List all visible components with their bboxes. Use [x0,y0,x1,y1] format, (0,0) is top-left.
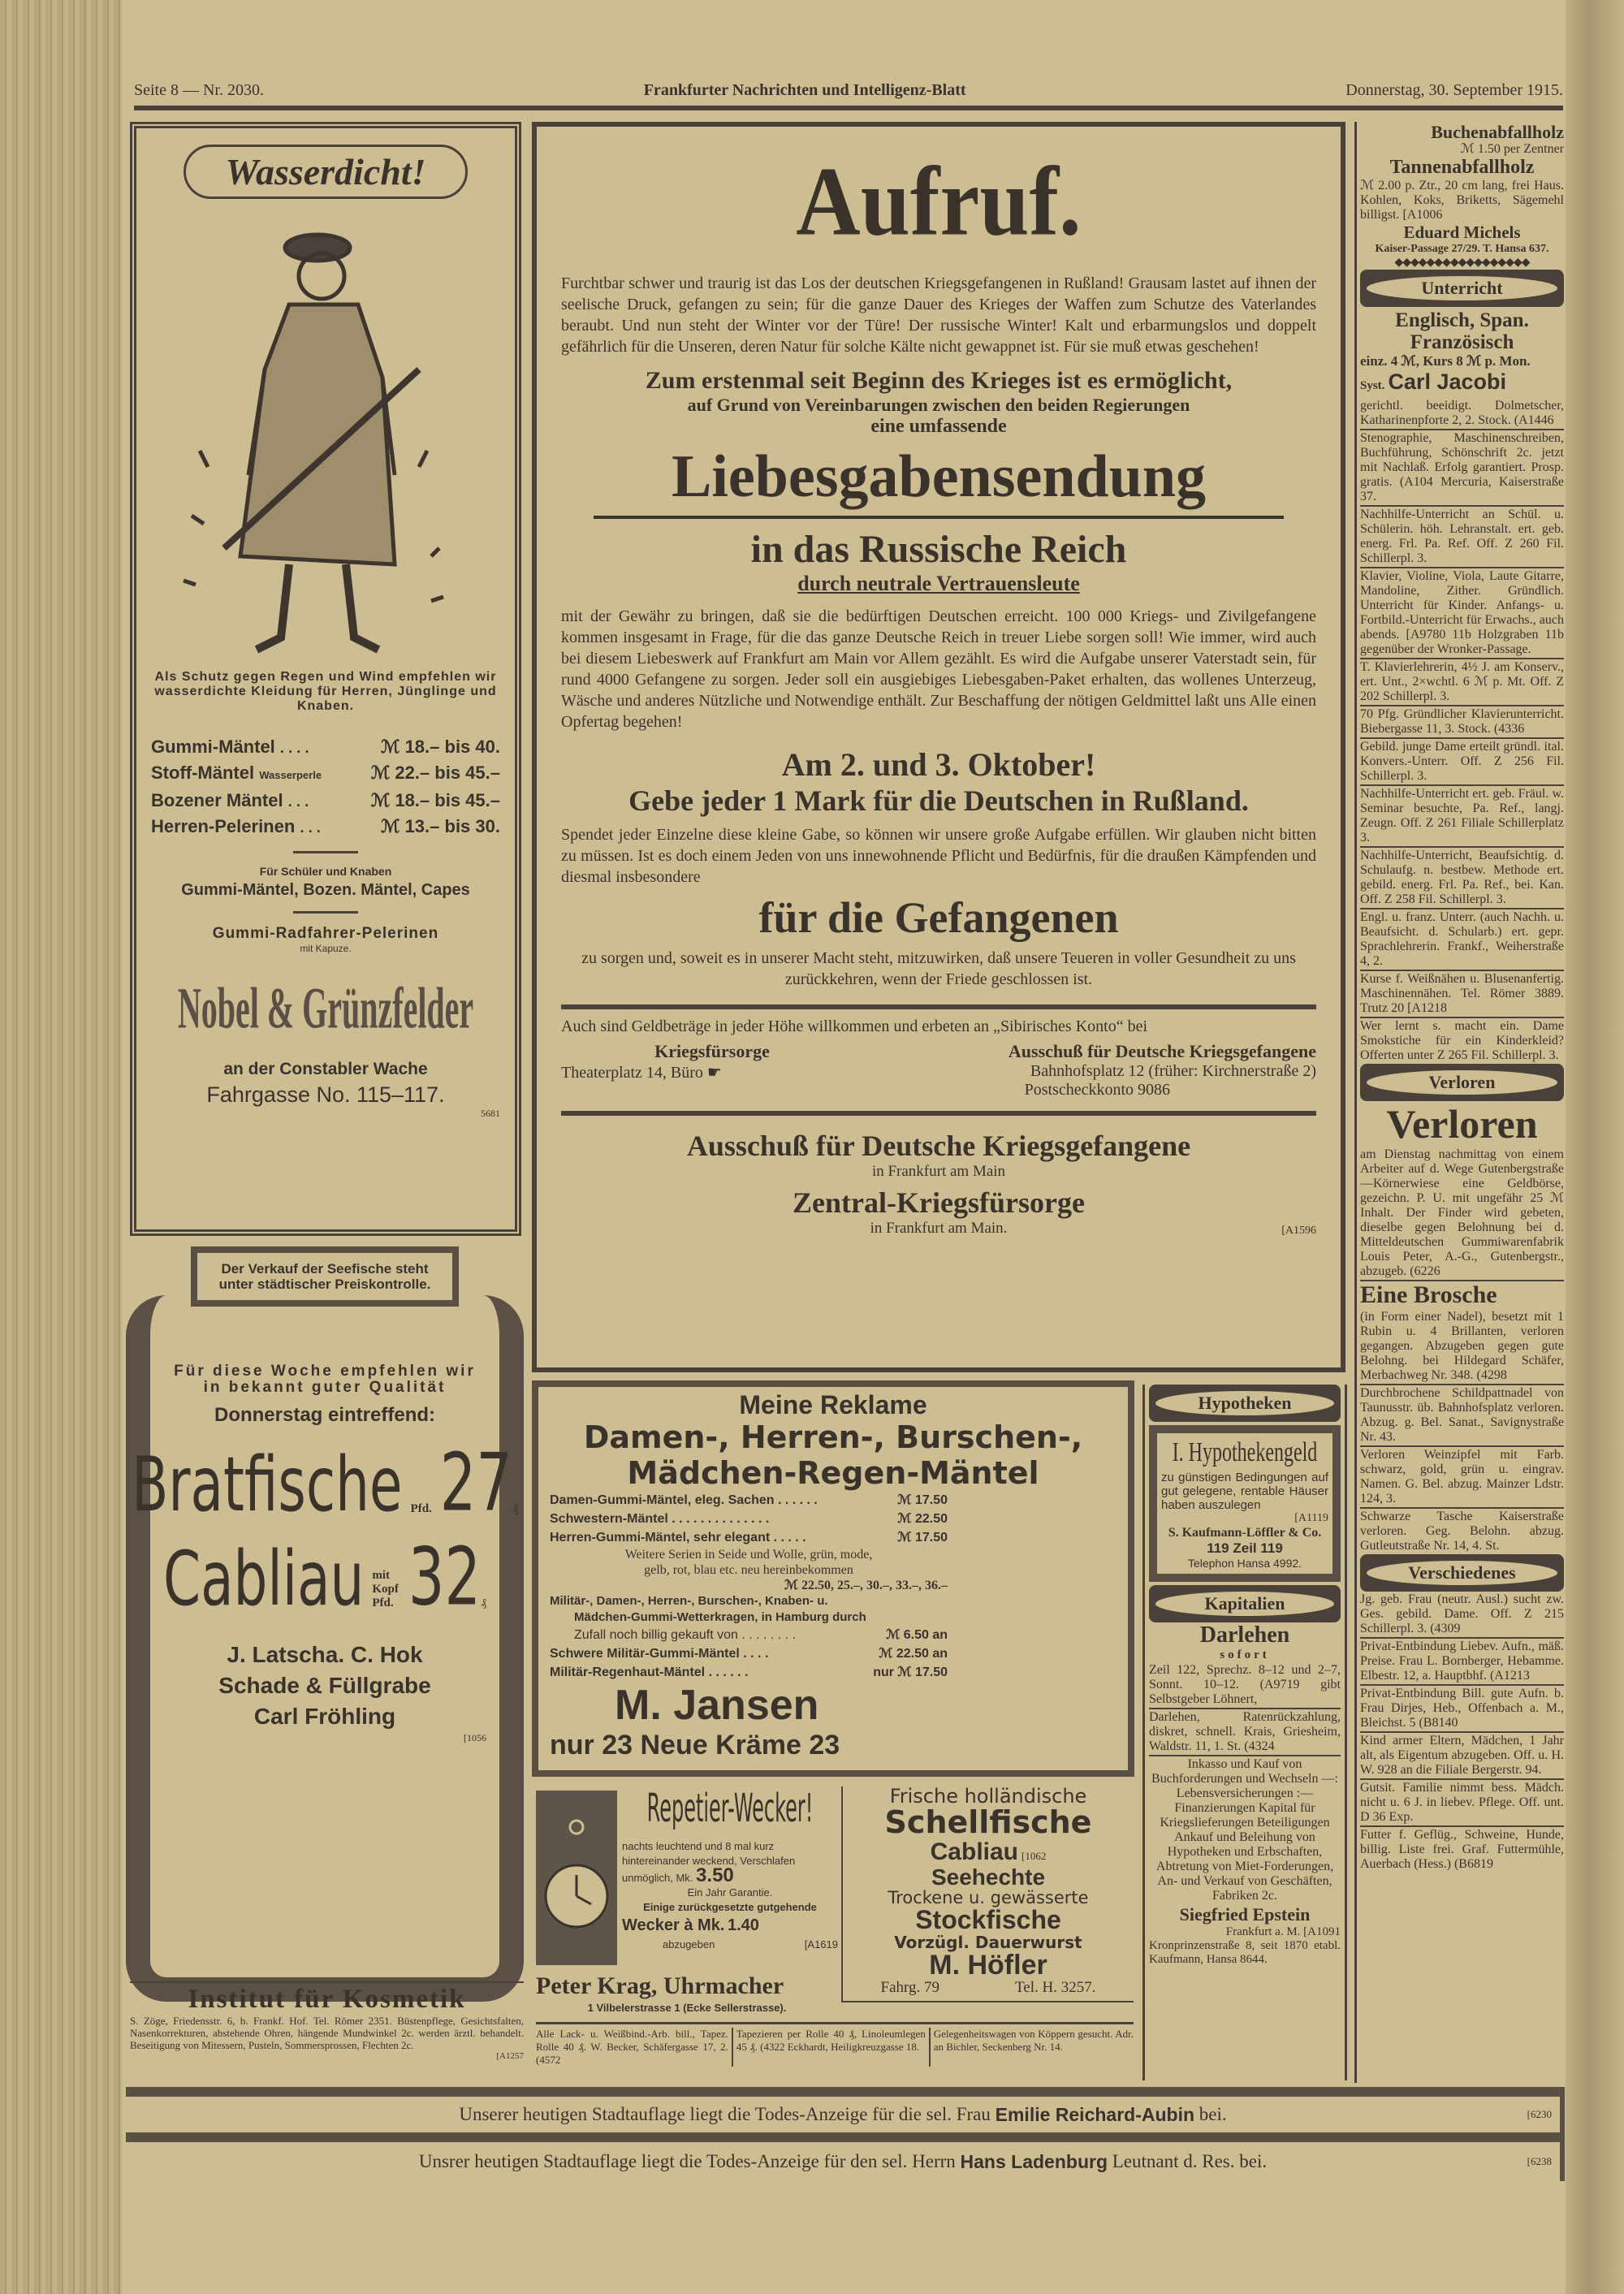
headline-3: eine umfassende [870,416,1007,437]
divider [293,911,358,914]
price-row: Bozener Mäntel . . . ℳ 18.– bis 45.– [151,790,500,810]
price-row: Herren-Pelerinen . . . ℳ 13.– bis 30. [151,816,500,836]
death-notice-banner: Unserer heutigen Stadtauflage liegt die Todes-Anzeige für die sel. Frau Emilie Reichard-Aubin bei. [6230 [126,2087,1565,2132]
small-ad: Gelegenheitswagen von Köppern gesucht. Adr. an Bichler, Seckenberg Nr. 14. [933,2028,1134,2053]
jansen-name: M. Jansen [615,1682,819,1729]
jansen-price-list: Damen-Gummi-Mäntel, eleg. Sachen . . . . . . ℳ 17.50 Schwestern-Mäntel . . . . . . . . . . . . . . ℳ 22.50 Herren-Gummi-Mäntel, sehr elegant . . . . . ℳ 17.50 Weitere Serien in Seide und Wolle, grün, mode, gelb, rot, blau etc. neu hereinbekommen ℳ 22.50, 25.–, 30.–, 33.–, 36.– Militär-, Damen-, Herren-, Burschen-, Knaben- u. Mädchen-Gummi-Wetterkragen, in Hamburg durch Zufall noch billig gekauft von . . . . . . . . ℳ 6.50 an Schwere Militär-Gummi-Mäntel . . . . ℳ 22.50 an Militär-Regenhaut-Mäntel . . . . . . nur ℳ 17.50 [550,1491,948,1682]
donation-text: Auch sind Geldbeträge in jeder Höhe willkommen und erbeten an „Sibirisches Konto“ bei [561,1017,1148,1035]
aufruf-box: Aufruf. Furchtbar schwer und traurig ist das Los der deutschen Kriegsgefangenen in Rußland! Grausam lastet auf ihnen der seelische Druck, gefangen zu sein; für die ganze Dauer des Krieges der Waffen zum Schutze des Vaterlandes beraubt. Und nun steht der Winter vor der Türe! Der russische Winter! Kalt und erbarmungslos und doppelt gefährlich für die Unseren, deren Natur für solche Kälte nicht gewappnet ist. Für sie muß etwas geschehen! Zum erstenmal seit Beginn des Krieges ist es ermöglicht, auf Grund von Vereinbarungen zwischen den beiden Regierungen eine umfassende Liebesgabensendung in das Russische Reich durch neutrale Vertrauensleute mit der Gewähr zu bringen, daß sie die bedürftigen Deutschen erreicht. 100 000 Kriegs- und Zivilgefangene kommen insgesamt in Frage, für die das ganze Deutsche Reich in treuer Liebe sorgen soll! Wie immer, wird auch bei diesem Liebeswerk auf Frankfurt am Main vor Allem gezählt. Es wird die Aufgabe unserer Vaterstadt sein, für rund 4000 Gefangene zu sorgen. Jeder soll ein ausgiebiges Liebesgaben-Paket erhalten, das wollenes Unterzeug, Wäsche und anderes Nützliche und Notwendige enthält. Zur Beschaffung der nötigen Geldmittel laßt uns Alle einen Opfertag begehen! Am 2. und 3. Oktober! Gebe jeder 1 Mark für die Deutschen in Rußland. Spendet jeder Einzelne diese kleine Gabe, so können wir unsere große Aufgabe erfüllen. Wir glauben nicht bitten zu müssen. Ist es doch einem Jeden von uns innewohnende Pflicht und Bedürfnis, für die draußen Kämpfenden und diesmal insbesondere für die Gefangenen zu sorgen und, soweit es in unserer Macht steht, mitzuwirken, daß unsere Teueren in voller Gesundheit zu uns zurückkehren, wenn der Friede geschlossen ist. Auch sind Geldbeträge in jeder Höhe willkommen und erbeten an „Sibirisches Konto“ bei Kriegsfürsorge Theaterplatz 14, Büro ☛ Ausschuß für Deutsche Kriegsgefangene Bahnhofsplatz 12 (früher: Kirchnerstraße 2) Postscheckkonto 9086 Ausschuß für Deutsche Kriegsgefangene in Frankfurt am Main Zentral-Kriegsfürsorge in Frankfurt am Main. [A1596 [532,122,1345,1372]
section-header-verschiedenes: Verschiedenes [1360,1554,1564,1592]
price-row: Militär-Regenhaut-Mäntel . . . . . . nur ℳ 17.50 [550,1665,948,1679]
date-headline: Am 2. und 3. Oktober! [781,746,1096,783]
small-ad: Tapezieren per Rolle 40 ₰, Linoleumlegen 45 ₰. (4322 Eckhardt, Heiligkreuzgasse 18. [733,2028,931,2067]
ausschuss-account: Ausschuß für Deutsche Kriegsgefangene Bahnhofsplatz 12 (früher: Kirchnerstraße 2) Postscheckkonto 9086 [1008,1041,1316,1099]
headline-5: durch neutrale Vertrauensleute [797,572,1080,595]
ad-code: 5681 [481,1108,500,1119]
divider [561,1004,1316,1009]
donation-accounts [561,1041,1316,1099]
newspaper-title: Frankfurter Nachrichten und Intelligenz-Blatt [643,81,966,99]
page-edge-right [1566,0,1624,2294]
rad-note: mit Kapuze. [300,943,352,954]
sellers: J. Latscha. C. Hok Schade & Füllgrabe Carl Fröhling [218,1642,431,1729]
aufruf-paragraph-4: zu sorgen und, soweit es in unserer Macht steht, mitzuwirken, daß unsere Teueren in voller Gesundheit zu uns zurückkehren, wenn der Friede geschlossen ist. [581,949,1296,988]
cabliau-row: Cabliau mit Kopf Pfd. 32 ₰ [163,1530,486,1624]
page-number: Seite 8 — Nr. 2030. [134,81,264,99]
section-header-hypotheken: Hypotheken [1149,1385,1341,1422]
bratfische-row: Bratfische Pfd. 27 ₰ [132,1436,518,1530]
section-header-kapitalien: Kapitalien [1149,1585,1341,1622]
raincoat-man-illustration [151,207,508,662]
page-header [134,81,1563,110]
gefangenen-headline: für die Gefangenen [758,893,1119,942]
kriegsfuersorge-account: Kriegsfürsorge Theaterplatz 14, Büro ☛ [561,1041,770,1082]
firm-name: Nobel & Grünzfelder [177,974,474,1041]
price-control-notice: Der Verkauf der Seefische steht unter städtischer Preiskontrolle. [191,1246,459,1307]
price-list [151,734,500,840]
classified-gutsit-familie: Gutsit. Familie nimmt bess. Mädch. nicht u. 6 J. in liebev. Pflege. Off. unt. D 36 Exp. [1360,1780,1564,1827]
price-row: Stoff-Mäntel Wasserperle ℳ 22.– bis 45.– [151,763,500,783]
give-headline: Gebe jeder 1 Mark für die Deutschen in Rußland. [628,784,1249,817]
schueler-label: Für Schüler und Knaben [259,865,392,878]
pocket-watch-illustration [536,1791,617,1965]
price-row: Schwestern-Mäntel . . . . . . . . . . . . . . ℳ 22.50 [550,1512,948,1526]
hypothekengeld-ad: I. Hypothekengeld zu günstigen Bedingungen auf gut gelegene, rentable Häuser haben auszulegen [A1119 S. Kaufmann-Löffler & Co. 119 Zeil 119 Telephon Hansa 4992. [1149,1425,1341,1582]
ad-code: [A1257 [496,2051,524,2061]
section-header-unterricht: Unterricht [1360,270,1564,307]
price-row: Gummi-Mäntel . . . . ℳ 18.– bis 40. [151,737,500,757]
classifieds-column: Buchenabfallholz ℳ 1.50 per Zentner Tannenabfallholz ℳ 2.00 p. Ztr., 20 cm lang, frei Haus. Kohlen, Koks, Briketts, Sägemehl billigst. [A1006 Eduard Michels Kaiser-Passage 27/29. T. Hansa 637. ◆◆◆◆◆◆◆◆◆◆◆◆◆◆◆◆◆ Unterricht Englisch, Span. Französisch einz. 4 ℳ, Kurs 8 ℳ p. Mon. Syst. Carl Jacobi gerichtl. beeidigt. Dolmetscher, Katharinenpforte 2, 2. Stock. (A1446 Stenographie, Maschinenschreiben, Buchführung, Schönschrift 2c. jetzt mit Nachlaß. Erfolg garantiert. Prosp. gratis. (A104 Mercuria, Kaiserstraße 37. Nachhilfe-Unterricht an Schül. u. Schülerin. höh. Lehranstalt. ert. geb. energ. Frl. Pa. Ref. Off. Z 260 Fil. Schillerpl. 3. Klavier, Violine, Viola, Laute Gitarre, Mandoline, Zither. Gründlich. Unterricht für Kinder. Anfangs- u. Fortbild.-Unterricht für Erwachs., auch abends. [A9780 11b Holzgraben 11b gegenüber der Wronker-Passage. T. Klavierlehrerin, 4½ J. am Konserv., ert. Unt., 2×wchtl. 6 ℳ p. Mt. Off. Z 202 Schillerpl. 3. 70 Pfg. Gründlicher Klavierunterricht. Biebergasse 11, 3. Stock. (4336 Gebild. junge Dame erteilt gründl. ital. Konvers.-Unterr. Off. Z 256 Fil. Schillerpl. 3. Nachhilfe-Unterricht ert. geb. Fräul. w. Seminar besuchte, Pa. Ref., langj. Zeugn. Off. Z 261 Filiale Schillerplatz 3. Nachhilfe-Unterricht, Beaufsichtig. d. Schulaufg. n. bestbew. Methode ert. gebild. energ. Frl. Pa. Ref., bei. Kan. Off. Z 258 Fil. Schillerpl. 3. Engl. u. franz. Unterr. (auch Nachh. u. Beaufsicht. d. Schularb.) ert. gepr. Sprachlehrerin. Frankf., Weiherstraße 4, 2. Kurse f. Weißnähen u. Blusenanfertig. Maschinennähen. Tel. Römer 3889. Trutz 20 [A1218 Wer lernt s. macht ein. Dame Smokstiche für ein Kinderkleid? Offerten unter Z 265 Fil. Schillerpl. 3. Verloren Verloren am Dienstag nachmittag von einem Arbeiter auf d. Wege Gutenbergstraße—Körnerwiese eine Geldbörse, gezeichn. P. U. mit ungefähr 25 ℳ Inhalt. Der Finder wird gebeten, dieselbe gegen Belohnung bei d. Mitteldeutschen Gummiwarenfabrik Louis Peter, A.-G., Gutenbergstr., abzugeb. (6226 Eine Brosche (in Form einer Nadel), besetzt mit 1 Rubin u. 4 Brillanten, verloren gegangen. Abzugeben gegen gute Belohng. bei Hildegard Schäfer, Merbachweg Nr. 348. (4298 Durchbrochene Schildpattnadel von Taunusstr. üb. Bahnhofsplatz verloren. Abzug. g. Bel. Sanat., Savignystraße Nr. 43. Verloren Weinzipfel mit Farb. schwarz, gold, grün u. eingrav. Namen. G. Bel. abzug. Mainzer Ldstr. 124, 3. Schwarze Tasche Kaiserstraße verloren. Geg. Belohn. abzug. Gutleutstraße Nr. 14, 4. St. Verschiedenes Jg. geb. Frau (neutr. Ausl.) sucht zw. Ges. gebild. Dame. Off. Z 215 Schillerpl. 3. (4309 Privat-Entbindung Liebev. Aufn., mäß. Preise. Frau L. Bornberger, Hebamme. Elbestr. 12, a. Hauptbhf. (A1213 Privat-Entbindung Bill. gute Aufn. b. Frau Dirjes, Heb., Offenbach a. M., Bleichst. 5 (B8140 Kind armer Eltern, Mädchen, 1 Jahr alt, als Eigentum abzugeben. Off. u. H. W. 928 an die Filiale Bergerstr. 94. Gutsit. Familie nimmt bess. Mädch. nicht u. 6 J. in liebev. Pflege. Off. unt. D 36 Exp. Futter f. Geflüg., Schweine, Hunde, billig. Liste frei. Graf. Futtermühle, Auerbach (Hess.) (B6819 [1354,122,1564,2083]
classified-futter: Futter f. Geflüg., Schweine, Hunde, billig. Liste frei. Graf. Futtermühle, Auerbach (Hess.) (B6819 [1360,1828,1564,1871]
jansen-address: nur 23 Neue Kräme 23 [550,1730,840,1760]
arrival-text: Donnerstag eintreffend: [214,1404,435,1426]
rad-pelerinen: Gummi-Radfahrer-Pelerinen [212,925,439,942]
aufruf-title: Aufruf. [796,146,1082,257]
kosmetik-ad [130,1981,524,2061]
headline-2: auf Grund von Vereinbarungen zwischen den beiden Regierungen [687,395,1190,415]
schellfische-ad: Frische holländische Schellfische Cabliau [1062 Seehechte Trockene u. gewässerte Stockfische Vorzügl. Dauerwurst M. Höfler Fahrg. 79 Tel. H. 3257. [841,1786,1134,2002]
ad-code: [1056 [464,1732,486,1743]
liebesgabensendung-headline: Liebesgabensendung [594,438,1284,519]
headline-4: in das Russische Reich [750,528,1127,571]
kosmetik-title: Institut für Kosmetik [188,1985,466,2014]
ad-code: [A1596 [1281,1225,1316,1237]
schueler-items: Gummi-Mäntel, Bozen. Mäntel, Capes [181,881,470,899]
intro-text: Als Schutz gegen Regen und Wind empfehlen wir wasserdichte Kleidung für Herren, Jünglinge und Knaben. [154,670,497,713]
headline-1: Zum erstenmal seit Beginn des Krieges ist es ermöglicht, [645,367,1233,394]
firm-address-2: Fahrgasse No. 115–117. [206,1082,445,1107]
epstein-address: Kronprinzenstraße 8, seit 1870 etabl. Kaufmann, Hansa 8644. [1149,1939,1341,1966]
hypotheken-column: Hypotheken I. Hypothekengeld zu günstigen Bedingungen auf gut gelegene, rentable Häuser haben auszulegen [A1119 S. Kaufmann-Löffler & Co. 119 Zeil 119 Telephon Hansa 4992. Kapitalien Darlehen sofort Zeil 122, Sprechz. 8–12 und 2–7, Sonnt. 10–12. (A9719 gibt Selbstgeber Löhnert, Darlehen, Ratenrückzahlung, diskret, schnell. Krais, Griesheim, Waldstr. 11, 1. St. (4324 Inkasso und Kauf von Buchforderungen und Wechseln —: Lebensversicherungen :— Finanzierungen Kapital für Kriegslieferungen Beteiligungen Ankauf und Beleihung von Hypotheken und Erbschaften, Abtretung von Miet-Forderungen, An- und Verkauf von Geschäften, Fabriken 2c. Siegfried Epstein Frankfurt a. M. [A1091 Kronprinzenstraße 8, seit 1870 etabl. Kaufmann, Hansa 8644. [1142,1385,1347,2080]
divider [293,851,358,853]
signature-ausschuss: Ausschuß für Deutsche Kriegsgefangene [686,1130,1191,1162]
seefische-ad [126,1261,524,2002]
aufruf-paragraph-3: Spendet jeder Einzelne diese kleine Gabe, so können wir unsere große Aufgabe erfüllen. Wir glauben nicht bitten zu müssen. Ist es doch einem Jeden von uns innewohnende Pflicht und Bedürfnis, für die draußen Kämpfenden und diesmal insbesondere [561,826,1316,886]
kosmetik-text: S. Zöge, Friedensstr. 6, b. Frankf. Hof. Tel. Römer 2351. Büstenpflege, Gesichtsfalten, Nasenkorrekturen, abstehende Ohren, hängende Mundwinkel 2c. werden ärztl. behandelt. Beseitigung von Mitessern, Pusteln, Sommersprossen, Flechten 2c. [130,2015,524,2051]
small-ad: Alle Lack- u. Weißbind.-Arb. bill., Tapez. Rolle 40 ₰. W. Becker, Schäfergasse 17, 2. (4572 [536,2028,733,2067]
wasserdicht-ad [130,122,521,1236]
issue-date: Donnerstag, 30. September 1915. [1345,81,1563,99]
ornament-divider: ◆◆◆◆◆◆◆◆◆◆◆◆◆◆◆◆◆ [1394,257,1530,269]
wecker-ad: Repetier-Wecker! nachts leuchtend und 8 mal kurz hintereinander weckend, Verschlafen unmöglich, Mk. 3.50 Ein Jahr Garantie. Einige zurückgesetzte gutgehende Wecker à Mk. 1.40 abzugeben [A1619 Peter Krag, Uhrmacher 1 Vilbelerstrasse 1 (Ecke Sellerstrasse). [536,1786,838,2014]
section-header-verloren: Verloren [1360,1064,1564,1101]
ad-title: Wasserdicht! [184,145,468,199]
death-notice-banner: Unsrer heutigen Stadtauflage liegt die Todes-Anzeige für den sel. Herrn Hans Ladenburg Leutnant d. Res. bei. [6238 [126,2132,1565,2181]
jansen-ad: Meine Reklame Damen-, Herren-, Burschen-, Mädchen-Regen-Mäntel Damen-Gummi-Mäntel, eleg. Sachen . . . . . . ℳ 17.50 Schwestern-Mäntel . . . . . . . . . . . . . . ℳ 22.50 Herren-Gummi-Mäntel, sehr elegant . . . . . ℳ 17.50 Weitere Serien in Seide und Wolle, grün, mode, gelb, rot, blau etc. neu hereinbekommen ℳ 22.50, 25.–, 30.–, 33.–, 36.– Militär-, Damen-, Herren-, Burschen-, Knaben- u. Mädchen-Gummi-Wetterkragen, in Hamburg durch Zufall noch billig gekauft von . . . . . . . . ℳ 6.50 an Schwere Militär-Gummi-Mäntel . . . . ℳ 22.50 an Militär-Regenhaut-Mäntel . . . . . . nur ℳ 17.50 M. Jansen nur 23 Neue Kräme 23 [532,1380,1134,1777]
aufruf-paragraph-1: Furchtbar schwer und traurig ist das Los der deutschen Kriegsgefangenen in Rußland! Grausam lastet auf ihnen der seelische Druck, gefangen zu sein; für die ganze Dauer des Krieges der Waffen zum Schutze des Vaterlandes beraubt. Und nun steht der Winter vor der Türe! Der russische Winter! Kalt und erbarmungslos und doppelt gefährlich für die Unseren, deren Natur für solche Kälte nicht gewappnet ist. Für sie muß etwas geschehen! [561,274,1316,356]
small-ads-row [536,2022,1134,2067]
price-row: Damen-Gummi-Mäntel, eleg. Sachen . . . . . . ℳ 17.50 [550,1493,948,1507]
aufruf-paragraph-2: mit der Gewähr zu bringen, daß sie die bedürftigen Deutschen erreicht. 100 000 Kriegs- und Zivilgefangene kommen insgesamt in Frage, für die das ganze Deutsche Reich in treuer Liebe sorgen soll! Wie immer, wird auch bei diesem Liebeswerk auf Frankfurt am Main vor Allem gezählt. Es wird die Aufgabe unserer Vaterstadt sein, für rund 4000 Gefangene zu sorgen. Jeder soll ein ausgiebiges Liebesgaben-Paket erhalten, das wollenes Unterzeug, Wäsche und anderes Nützliche und Notwendige enthält. Zur Beschaffung der nötigen Geldmittel laßt uns Alle einen Opfertag begehen! [561,607,1316,731]
binding-edge-left [0,0,122,2294]
divider [561,1111,1316,1116]
signature-zentral: Zentral-Kriegsfürsorge [793,1186,1085,1219]
firm-address-1: an der Constabler Wache [223,1060,428,1078]
price-row: Schwere Militär-Gummi-Mäntel . . . . ℳ 22.50 an [550,1647,948,1661]
price-row: Herren-Gummi-Mäntel, sehr elegant . . . . . ℳ 17.50 [550,1531,948,1544]
recommend-text: Für diese Woche empfehlen wir in bekannt guter Qualität [174,1363,476,1396]
